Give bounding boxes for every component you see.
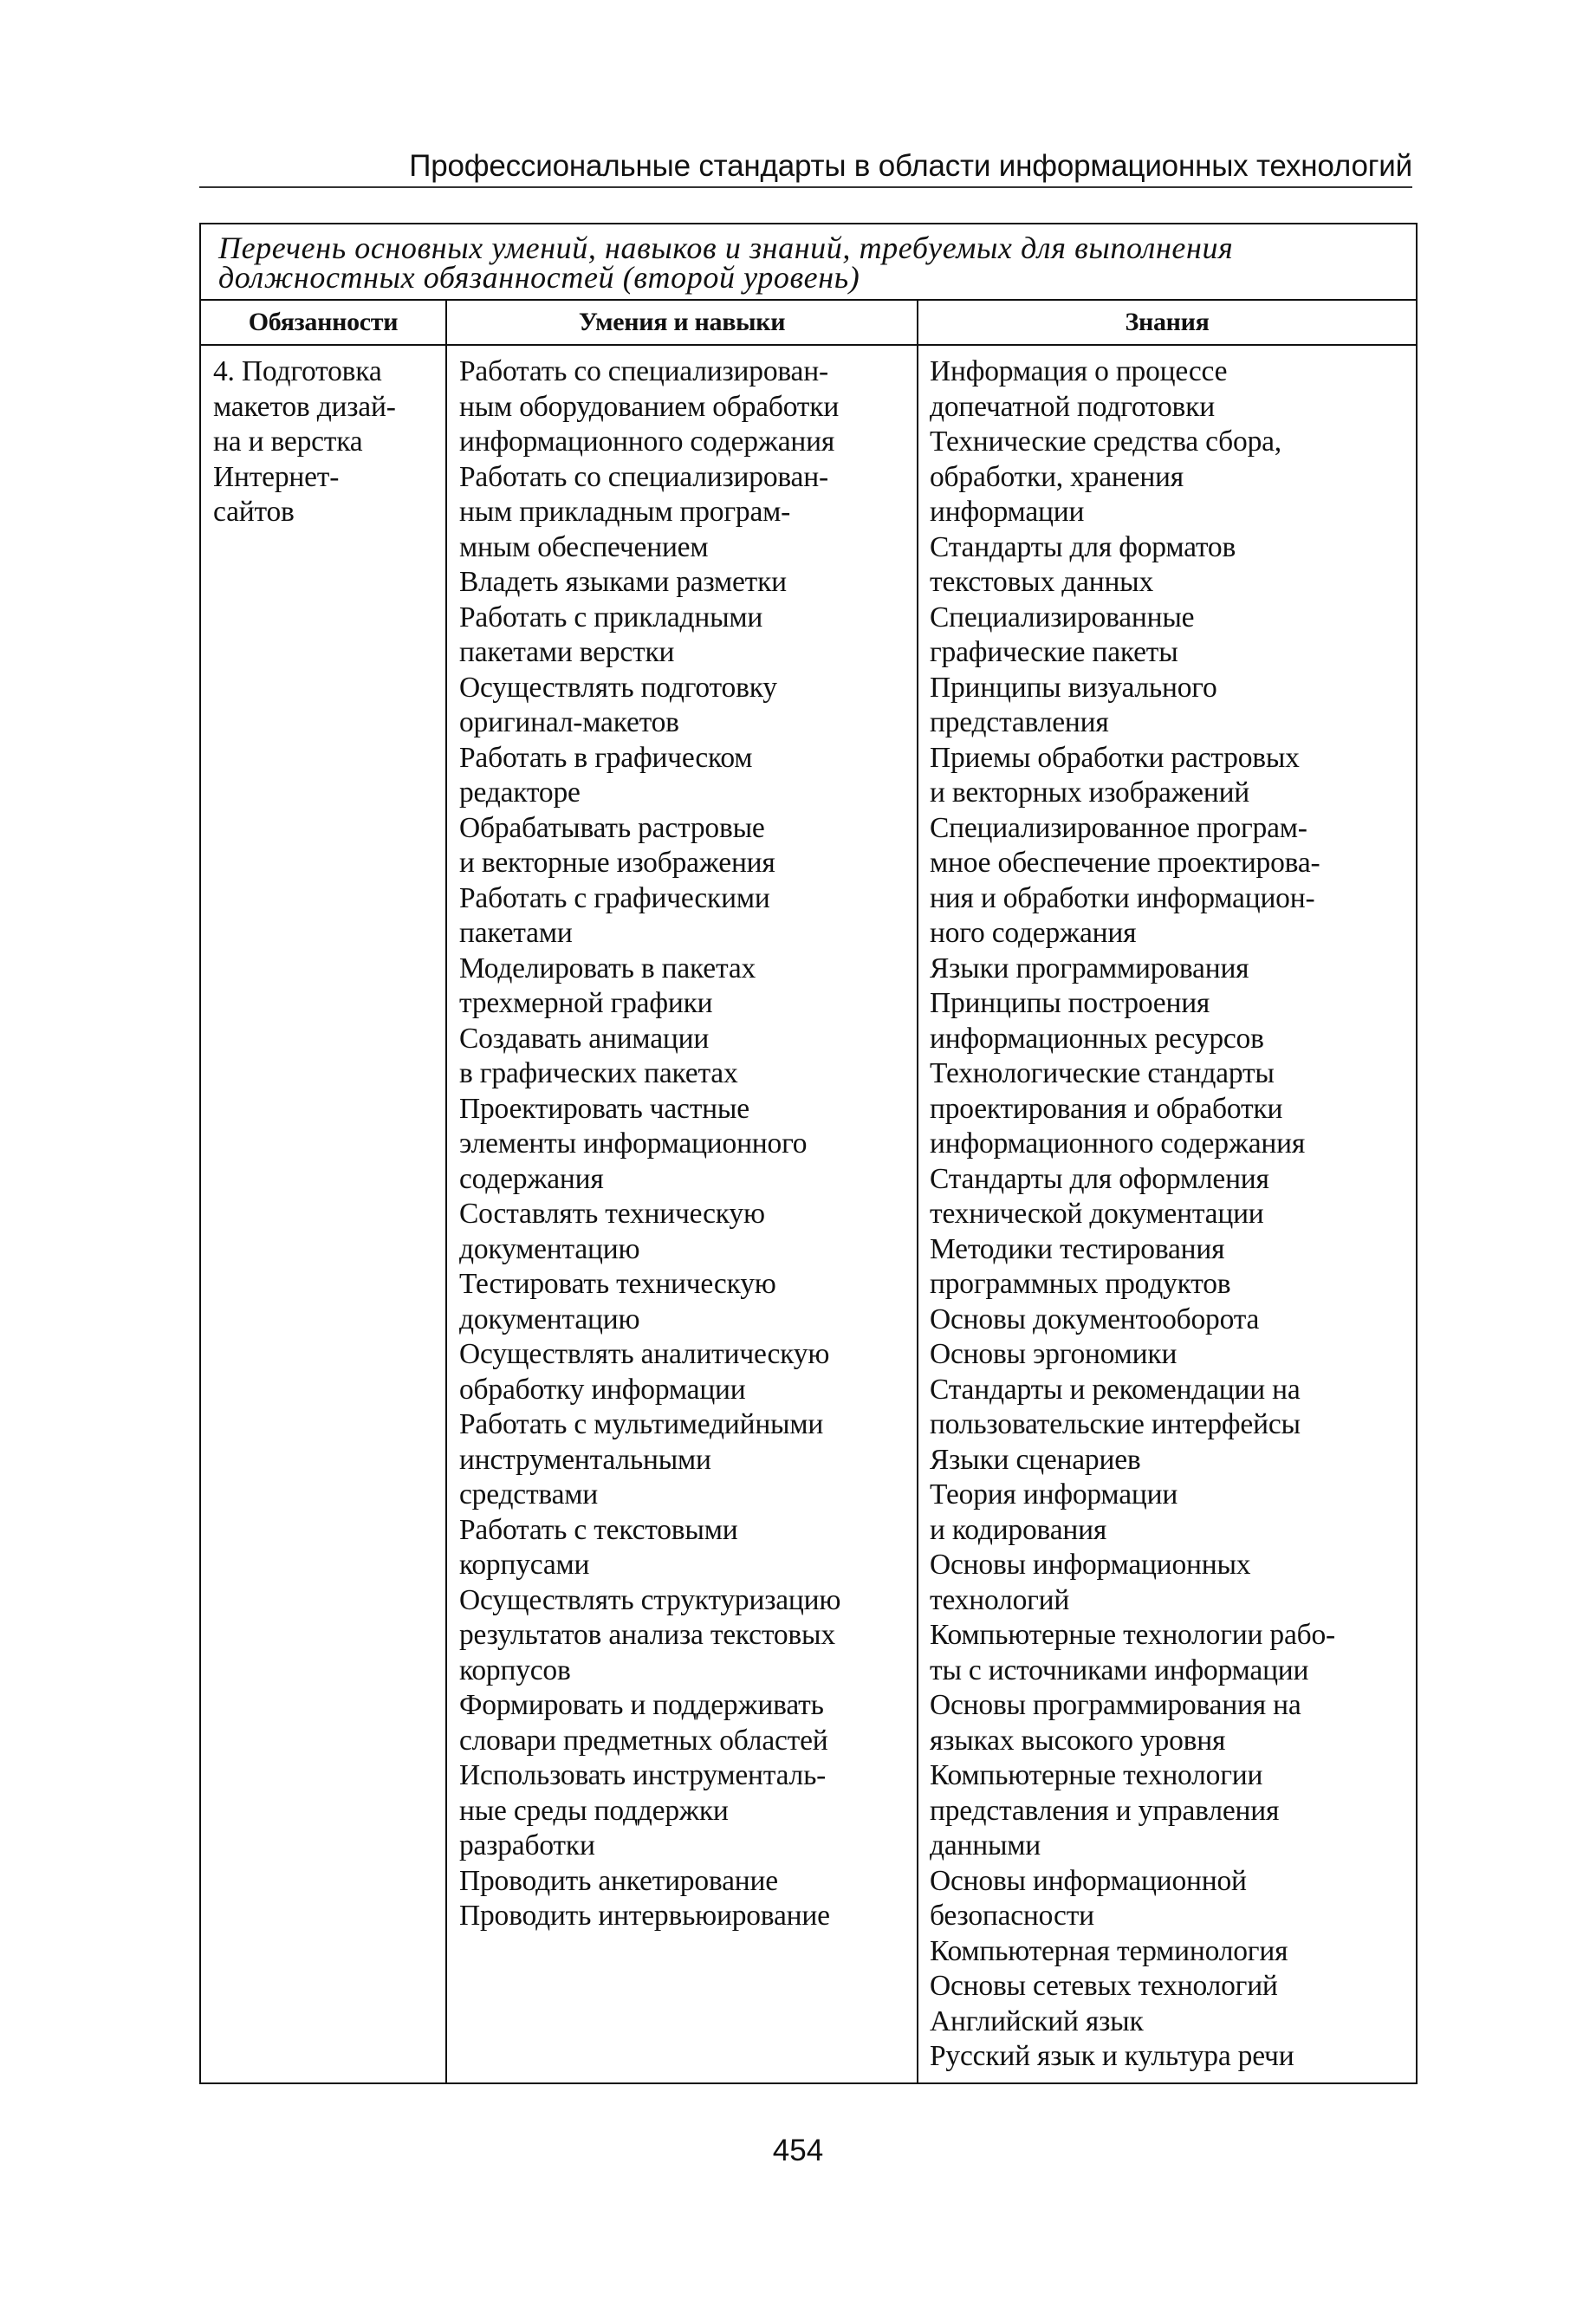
cell-line: Языки программирования bbox=[930, 952, 1249, 984]
cell-line: Работать в графическом bbox=[459, 741, 753, 774]
cell-line: информации bbox=[930, 496, 1085, 528]
cell-line: Формировать и поддерживать bbox=[459, 1689, 824, 1721]
cell-line: Компьютерные технологии рабо- bbox=[930, 1619, 1335, 1651]
cell-line: трехмерной графики bbox=[459, 987, 713, 1019]
column-header-knowledge: Знания bbox=[918, 300, 1417, 345]
cell-line: пакетами верстки bbox=[459, 636, 675, 668]
duties-cell bbox=[200, 345, 446, 2083]
cell-line: Владеть языками разметки bbox=[459, 566, 787, 598]
cell-line: языках высокого уровня bbox=[930, 1724, 1226, 1757]
cell-line: информационного содержания bbox=[930, 1127, 1306, 1160]
cell-line: Специализированные bbox=[930, 601, 1195, 633]
cell-line: в графических пакетах bbox=[459, 1057, 738, 1089]
cell-line: макетов дизай- bbox=[213, 390, 396, 423]
cell-line: документацию bbox=[459, 1303, 640, 1335]
cell-line: Методики тестирования bbox=[930, 1232, 1225, 1265]
table-row bbox=[200, 345, 1417, 2083]
cell-line: инструментальными bbox=[459, 1443, 711, 1476]
cell-line: ные среды поддержки bbox=[459, 1794, 729, 1827]
running-header: Профессиональные стандарты в области информационных технологий bbox=[409, 149, 1412, 183]
cell-line: Стандарты для форматов bbox=[930, 530, 1236, 563]
cell-line: Принципы визуального bbox=[930, 671, 1217, 704]
cell-line: представления и управления bbox=[930, 1794, 1280, 1827]
cell-line: словари предметных областей bbox=[459, 1724, 828, 1757]
cell-line: программных продуктов bbox=[930, 1268, 1231, 1300]
cell-line: Русский язык и культура речи bbox=[930, 2040, 1294, 2072]
cell-line: Компьютерная терминология bbox=[930, 1934, 1288, 1967]
cell-line: безопасности bbox=[930, 1900, 1094, 1932]
cell-line: Составлять техническую bbox=[459, 1198, 765, 1230]
cell-line: Моделировать в пакетах bbox=[459, 952, 756, 984]
cell-line: Английский язык bbox=[930, 2004, 1144, 2037]
cell-line: Интернет- bbox=[213, 460, 340, 493]
cell-line: ного содержания bbox=[930, 917, 1137, 949]
table-caption bbox=[200, 224, 1417, 300]
cell-line: ния и обработки информацион- bbox=[930, 881, 1315, 914]
cell-line: Работать с графическими bbox=[459, 881, 770, 914]
cell-line: Приемы обработки растровых bbox=[930, 741, 1300, 774]
cell-line: Осуществлять подготовку bbox=[459, 671, 777, 704]
cell-line: Работать со специализирован- bbox=[459, 355, 828, 387]
cell-line: представления bbox=[930, 706, 1109, 738]
cell-line: сайтов bbox=[213, 496, 295, 528]
cell-line: Создавать анимации bbox=[459, 1022, 710, 1055]
cell-line: разработки bbox=[459, 1829, 595, 1861]
cell-line: Использовать инструменталь- bbox=[459, 1759, 827, 1791]
cell-line: мным обеспечением bbox=[459, 530, 709, 563]
cell-line: оригинал-макетов bbox=[459, 706, 679, 738]
cell-line: обработку информации bbox=[459, 1373, 746, 1406]
cell-line: и векторные изображения bbox=[459, 847, 775, 879]
cell-line: корпусами bbox=[459, 1549, 590, 1581]
cell-line: Теория информации bbox=[930, 1478, 1178, 1511]
cell-line: Работать со специализирован- bbox=[459, 460, 828, 493]
cell-line: документацию bbox=[459, 1232, 640, 1265]
cell-line: Основы эргономики bbox=[930, 1338, 1178, 1370]
cell-line: ным оборудованием обработки bbox=[459, 390, 840, 423]
cell-line: данными bbox=[930, 1829, 1041, 1861]
cell-line: Основы сетевых технологий bbox=[930, 1970, 1278, 2002]
cell-line: результатов анализа текстовых bbox=[459, 1619, 835, 1651]
cell-line: Обрабатывать растровые bbox=[459, 811, 765, 844]
table-caption-row bbox=[200, 224, 1417, 300]
cell-line: Работать с мультимедийными bbox=[459, 1408, 824, 1440]
cell-line: пакетами bbox=[459, 917, 573, 949]
cell-line: информационного содержания bbox=[459, 426, 835, 458]
cell-line: Принципы построения bbox=[930, 987, 1210, 1019]
table-header-row bbox=[200, 300, 1417, 345]
column-header-skills: Умения и навыки bbox=[446, 300, 918, 345]
cell-line: ты с источниками информации bbox=[930, 1654, 1309, 1686]
cell-line: корпусов bbox=[459, 1654, 571, 1686]
cell-line: Информация о процессе bbox=[930, 355, 1228, 387]
cell-line: информационных ресурсов bbox=[930, 1022, 1264, 1055]
cell-line: Тестировать техническую bbox=[459, 1268, 776, 1300]
cell-line: обработки, хранения bbox=[930, 460, 1184, 493]
header-rule bbox=[199, 186, 1412, 188]
cell-line: Стандарты и рекомендации на bbox=[930, 1373, 1301, 1406]
cell-line: средствами bbox=[459, 1478, 598, 1511]
cell-line: Проектировать частные bbox=[459, 1092, 749, 1125]
cell-line: Компьютерные технологии bbox=[930, 1759, 1263, 1791]
cell-line: 4. Подготовка bbox=[213, 355, 382, 387]
cell-line: проектирования и обработки bbox=[930, 1092, 1283, 1125]
cell-line: на и верстка bbox=[213, 426, 363, 458]
cell-line: редакторе bbox=[459, 776, 581, 809]
cell-line: Основы информационных bbox=[930, 1549, 1251, 1581]
cell-line: мное обеспечение проектирова- bbox=[930, 847, 1320, 879]
cell-line: Осуществлять аналитическую bbox=[459, 1338, 830, 1370]
cell-line: технологий bbox=[930, 1583, 1070, 1616]
knowledge-cell bbox=[918, 345, 1417, 2083]
cell-line: Проводить интервьюирование bbox=[459, 1900, 830, 1932]
cell-line: и векторных изображений bbox=[930, 776, 1250, 809]
cell-line: ным прикладным програм- bbox=[459, 496, 791, 528]
table-caption-line: Перечень основных умений, навыков и знаний, требуемых для выполнения bbox=[218, 231, 1234, 265]
cell-line: Основы информационной bbox=[930, 1864, 1247, 1897]
cell-line: Специализированное програм- bbox=[930, 811, 1307, 844]
skills-cell bbox=[446, 345, 918, 2083]
cell-line: Стандарты для оформления bbox=[930, 1162, 1269, 1195]
cell-line: Работать с прикладными bbox=[459, 601, 763, 633]
cell-line: Языки сценариев bbox=[930, 1443, 1141, 1476]
cell-line: Технические средства сбора, bbox=[930, 426, 1281, 458]
cell-line: технической документации bbox=[930, 1198, 1264, 1230]
cell-line: Основы документооборота bbox=[930, 1303, 1260, 1335]
cell-line: Осуществлять структуризацию bbox=[459, 1583, 841, 1616]
cell-line: содержания bbox=[459, 1162, 604, 1195]
cell-line: Проводить анкетирование bbox=[459, 1864, 778, 1897]
table-caption-line: должностных обязанностей (второй уровень) bbox=[218, 260, 860, 295]
cell-line: Основы программирования на bbox=[930, 1689, 1301, 1721]
cell-line: элементы информационного bbox=[459, 1127, 808, 1160]
page-number: 454 bbox=[772, 2134, 824, 2167]
cell-line: пользовательские интерфейсы bbox=[930, 1408, 1301, 1440]
cell-line: допечатной подготовки bbox=[930, 390, 1215, 423]
cell-line: графические пакеты bbox=[930, 636, 1178, 668]
cell-line: Работать с текстовыми bbox=[459, 1513, 738, 1546]
cell-line: и кодирования bbox=[930, 1513, 1107, 1546]
column-header-duties: Обязанности bbox=[200, 300, 446, 345]
cell-line: Технологические стандарты bbox=[930, 1057, 1275, 1089]
skills-knowledge-table bbox=[199, 223, 1418, 2084]
cell-line: текстовых данных bbox=[930, 566, 1154, 598]
